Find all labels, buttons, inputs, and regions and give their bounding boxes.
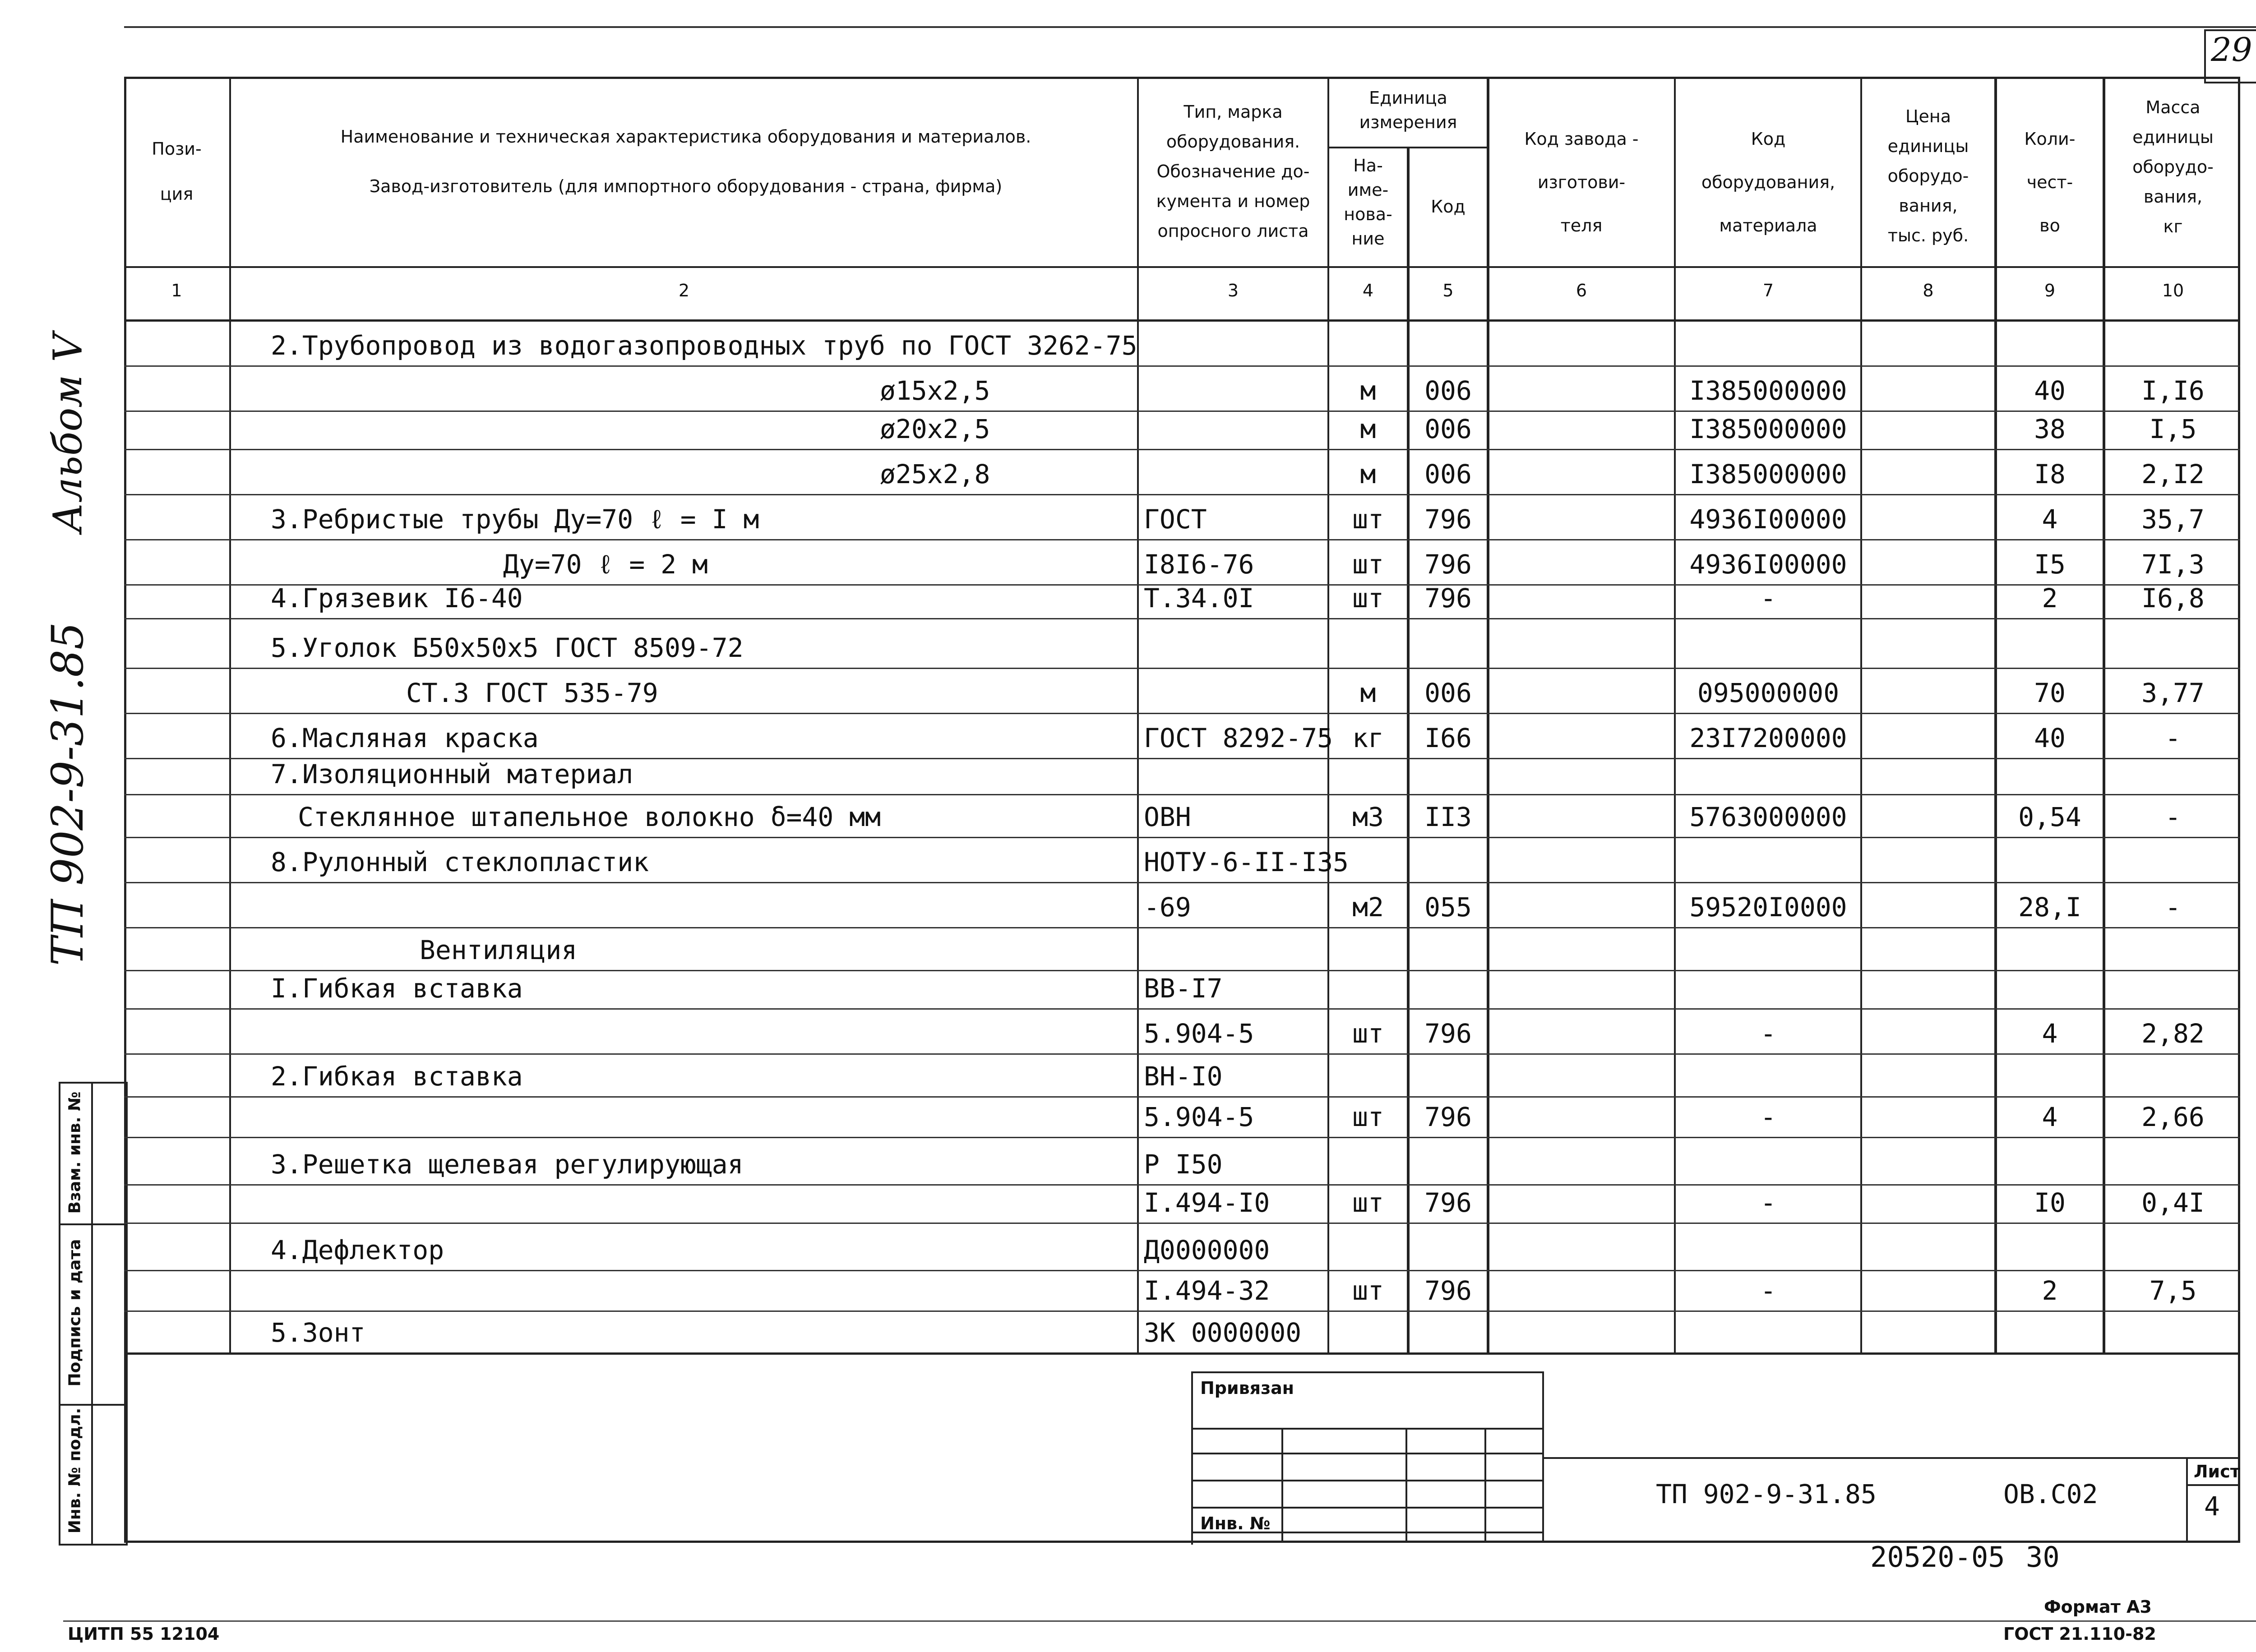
row-21-ucode: 796 [1424, 1187, 1472, 1218]
row-10-unit: кг [1352, 723, 1384, 753]
row-6-type: I8I6-76 [1144, 549, 1254, 580]
row-divider [124, 1223, 2240, 1224]
row-7-mass: I6,8 [2141, 583, 2205, 614]
row-divider [124, 1184, 2240, 1186]
row-22-name: 4.Дефлектор [271, 1235, 444, 1265]
archive-number: 20520-05 [1870, 1541, 2005, 1574]
row-16-name: I.Гибкая вставка [271, 973, 523, 1004]
row-14-code: 59520I0000 [1689, 892, 1847, 923]
row-4-qty: I8 [2034, 459, 2066, 489]
row-17-qty: 4 [2042, 1018, 2058, 1049]
row-divider [124, 668, 2240, 669]
row-21-type: I.494-I0 [1144, 1187, 1270, 1218]
col-num-6: 6 [1576, 281, 1587, 300]
header-mass: Масса единицы оборудо- вания, кг [2132, 97, 2214, 236]
row-5-type: ГОСТ [1144, 504, 1207, 535]
row-16-type: ВВ-I7 [1144, 973, 1223, 1004]
header-name-line2: Завод-изготовитель (для импортного оборудования - страна, фирма) [369, 176, 1003, 196]
row-divider [124, 411, 2240, 412]
row-21-unit: шт [1352, 1187, 1384, 1218]
header-price: Цена единицы оборудо- вания, тыс. руб. [1887, 106, 1969, 245]
row-23-qty: 2 [2042, 1275, 2058, 1306]
row-19-type: 5.904-5 [1144, 1102, 1254, 1132]
row-2-mass: I,I6 [2141, 375, 2205, 406]
row-divider [124, 970, 2240, 971]
col-num-7: 7 [1762, 281, 1774, 300]
side-stamp-replace-inv: Взам. инв. № [65, 1091, 84, 1214]
row-divider [124, 1311, 2240, 1312]
row-19-qty: 4 [2042, 1102, 2058, 1132]
row-divider [124, 449, 2240, 450]
row-7-unit: шт [1352, 583, 1384, 614]
row-7-qty: 2 [2042, 583, 2058, 614]
row-2-qty: 40 [2034, 375, 2066, 406]
row-14-type: -69 [1144, 892, 1191, 923]
row-6-unit: шт [1352, 549, 1384, 580]
row-9-qty: 70 [2034, 678, 2066, 708]
row-21-qty: I0 [2034, 1187, 2066, 1218]
album-label: Альбом V [44, 333, 91, 533]
row-6-name: Ду=70 ℓ = 2 м [503, 549, 708, 580]
col-num-10: 10 [2162, 281, 2184, 300]
header-position: Пози- ция [152, 139, 202, 204]
row-4-unit: м [1360, 459, 1376, 489]
row-13-type: НОТУ-6-II-I35 [1144, 847, 1349, 877]
row-3-mass: I,5 [2149, 414, 2197, 444]
stamp-bound-label: Привязан [1200, 1378, 1294, 1398]
row-4-name: ø25x2,8 [880, 459, 990, 489]
row-5-name: 3.Ребристые трубы Ду=70 ℓ = I м [271, 504, 759, 535]
header-unit-group: Единица измерения [1359, 88, 1457, 132]
col-num-8: 8 [1923, 281, 1934, 300]
row-23-ucode: 796 [1424, 1275, 1472, 1306]
row-8-name: 5.Уголок Б50x50x5 ГОСТ 8509-72 [271, 632, 744, 663]
row-11-name: 7.Изоляционный материал [271, 759, 633, 789]
row-9-name: СТ.3 ГОСТ 535-79 [406, 678, 658, 708]
table-bottom-line [124, 1352, 2240, 1355]
row-17-code: - [1760, 1018, 1776, 1049]
row-20-type: Р I50 [1144, 1149, 1223, 1180]
row-6-code: 4936I00000 [1689, 549, 1847, 580]
row-7-type: Т.34.0I [1144, 583, 1254, 614]
row-2-code: I385000000 [1689, 375, 1847, 406]
row-23-type: I.494-32 [1144, 1275, 1270, 1306]
row-10-qty: 40 [2034, 723, 2066, 753]
row-6-qty: I5 [2034, 549, 2066, 580]
row-22-type: Д0000000 [1144, 1235, 1270, 1265]
row-2-name: ø15x2,5 [880, 375, 990, 406]
side-stamp-sign-date: Подпись и дата [65, 1239, 84, 1387]
col-num-3: 3 [1227, 281, 1239, 300]
row-1-name: 2.Трубопровод из водогазопроводных труб по ГОСТ 3262-75 [271, 330, 1137, 361]
row-12-type: ОВН [1144, 802, 1191, 832]
row-13-name: 8.Рулонный стеклопластик [271, 847, 649, 877]
row-17-ucode: 796 [1424, 1018, 1472, 1049]
row-14-qty: 28,I [2018, 892, 2081, 923]
col-num-1: 1 [171, 281, 182, 300]
row-12-name: Стеклянное штапельное волокно δ=40 мм [298, 802, 881, 832]
row-24-name: 5.Зонт [271, 1317, 365, 1348]
row-23-code: - [1760, 1275, 1776, 1306]
project-side-label: ТП 902-9-31.85 [42, 622, 93, 966]
row-divider [124, 1053, 2240, 1055]
row-6-mass: 7I,3 [2141, 549, 2205, 580]
row-10-mass: - [2165, 723, 2181, 753]
row-3-qty: 38 [2034, 414, 2066, 444]
archive-sheet: 30 [2026, 1541, 2060, 1574]
row-divider [124, 618, 2240, 619]
header-unit-name: На- име- нова- ние [1344, 156, 1392, 249]
row-3-ucode: 006 [1424, 414, 1472, 444]
row-7-name: 4.Грязевик I6-40 [271, 583, 523, 614]
row-19-unit: шт [1352, 1102, 1384, 1132]
row-divider [124, 539, 2240, 540]
row-4-code: I385000000 [1689, 459, 1847, 489]
row-9-unit: м [1360, 678, 1376, 708]
row-19-mass: 2,66 [2141, 1102, 2205, 1132]
row-23-mass: 7,5 [2149, 1275, 2197, 1306]
row-23-unit: шт [1352, 1275, 1384, 1306]
row-7-code: - [1760, 583, 1776, 614]
row-divider [124, 713, 2240, 714]
row-18-type: ВН-I0 [1144, 1061, 1223, 1092]
row-12-code: 5763000000 [1689, 802, 1847, 832]
col-num-9: 9 [2044, 281, 2056, 300]
stamp-sheet-code: ОВ.С02 [2003, 1479, 2098, 1509]
row-17-unit: шт [1352, 1018, 1384, 1049]
col-num-4: 4 [1362, 281, 1374, 300]
row-20-name: 3.Решетка щелевая регулирующая [271, 1149, 744, 1180]
top-border-line [124, 26, 2256, 28]
row-5-unit: шт [1352, 504, 1384, 535]
row-19-ucode: 796 [1424, 1102, 1472, 1132]
row-12-qty: 0,54 [2018, 802, 2081, 832]
row-15-name: Вентиляция [420, 935, 578, 965]
col-num-5: 5 [1442, 281, 1454, 300]
footer-right-standard: ГОСТ 21.110-82 [2003, 1624, 2156, 1644]
row-9-mass: 3,77 [2141, 678, 2205, 708]
row-14-ucode: 055 [1424, 892, 1472, 923]
row-12-ucode: II3 [1424, 802, 1472, 832]
row-divider [124, 1008, 2240, 1010]
row-divider [124, 1137, 2240, 1138]
row-3-name: ø20x2,5 [880, 414, 990, 444]
footer-left-code: ЦИТП 55 12104 [68, 1624, 220, 1644]
header-qty: Коли- чест- во [2024, 129, 2076, 235]
row-divider [124, 882, 2240, 883]
row-3-unit: м [1360, 414, 1376, 444]
header-equip-code: Код оборудования, материала [1701, 129, 1835, 235]
row-17-mass: 2,82 [2141, 1018, 2205, 1049]
row-5-qty: 4 [2042, 504, 2058, 535]
row-17-type: 5.904-5 [1144, 1018, 1254, 1049]
row-21-code: - [1760, 1187, 1776, 1218]
row-divider [124, 927, 2240, 928]
footer-divider [63, 1620, 2256, 1622]
row-12-mass: - [2165, 802, 2181, 832]
corner-sheet-number: 29 [2211, 31, 2252, 69]
row-9-code: 095000000 [1697, 678, 1840, 708]
header-unit-code: Код [1431, 197, 1465, 217]
row-5-mass: 35,7 [2141, 504, 2205, 535]
row-9-ucode: 006 [1424, 678, 1472, 708]
stamp-sheet-number: 4 [2204, 1491, 2220, 1522]
stamp-sheet-label: Лист [2194, 1462, 2240, 1481]
row-10-name: 6.Масляная краска [271, 723, 539, 753]
row-5-code: 4936I00000 [1689, 504, 1847, 535]
stamp-inv-label: Инв. № [1200, 1514, 1271, 1533]
row-24-type: ЗК 0000000 [1144, 1317, 1302, 1348]
row-21-mass: 0,4I [2141, 1187, 2205, 1218]
row-divider [124, 494, 2240, 495]
stamp-doc-code: ТП 902-9-31.85 [1656, 1479, 1877, 1509]
row-divider [124, 837, 2240, 838]
row-4-mass: 2,I2 [2141, 459, 2205, 489]
row-3-code: I385000000 [1689, 414, 1847, 444]
row-divider [124, 365, 2240, 367]
row-14-unit: м2 [1352, 892, 1384, 923]
row-12-unit: м3 [1352, 802, 1384, 832]
row-6-ucode: 796 [1424, 549, 1472, 580]
col-num-2: 2 [678, 281, 690, 300]
format-label: Формат А3 [2044, 1597, 2152, 1617]
row-2-ucode: 006 [1424, 375, 1472, 406]
row-10-code: 23I7200000 [1689, 723, 1847, 753]
row-14-mass: - [2165, 892, 2181, 923]
row-5-ucode: 796 [1424, 504, 1472, 535]
header-type: Тип, марка оборудования. Обозначение до- кумента и номер опросного листа [1156, 102, 1310, 241]
row-divider [124, 794, 2240, 795]
row-7-ucode: 796 [1424, 583, 1472, 614]
row-10-ucode: I66 [1424, 723, 1472, 753]
row-2-unit: м [1360, 375, 1376, 406]
row-4-ucode: 006 [1424, 459, 1472, 489]
row-19-code: - [1760, 1102, 1776, 1132]
header-name-line1: Наименование и техническая характеристика оборудования и материалов. [340, 127, 1031, 147]
row-divider [124, 1096, 2240, 1098]
row-divider [124, 1270, 2240, 1271]
side-stamp-inv-orig: Инв. № подл. [65, 1407, 84, 1534]
header-factory-code: Код завода - изготови- теля [1524, 129, 1639, 235]
row-10-type: ГОСТ 8292-75 [1144, 723, 1333, 753]
row-18-name: 2.Гибкая вставка [271, 1061, 523, 1092]
